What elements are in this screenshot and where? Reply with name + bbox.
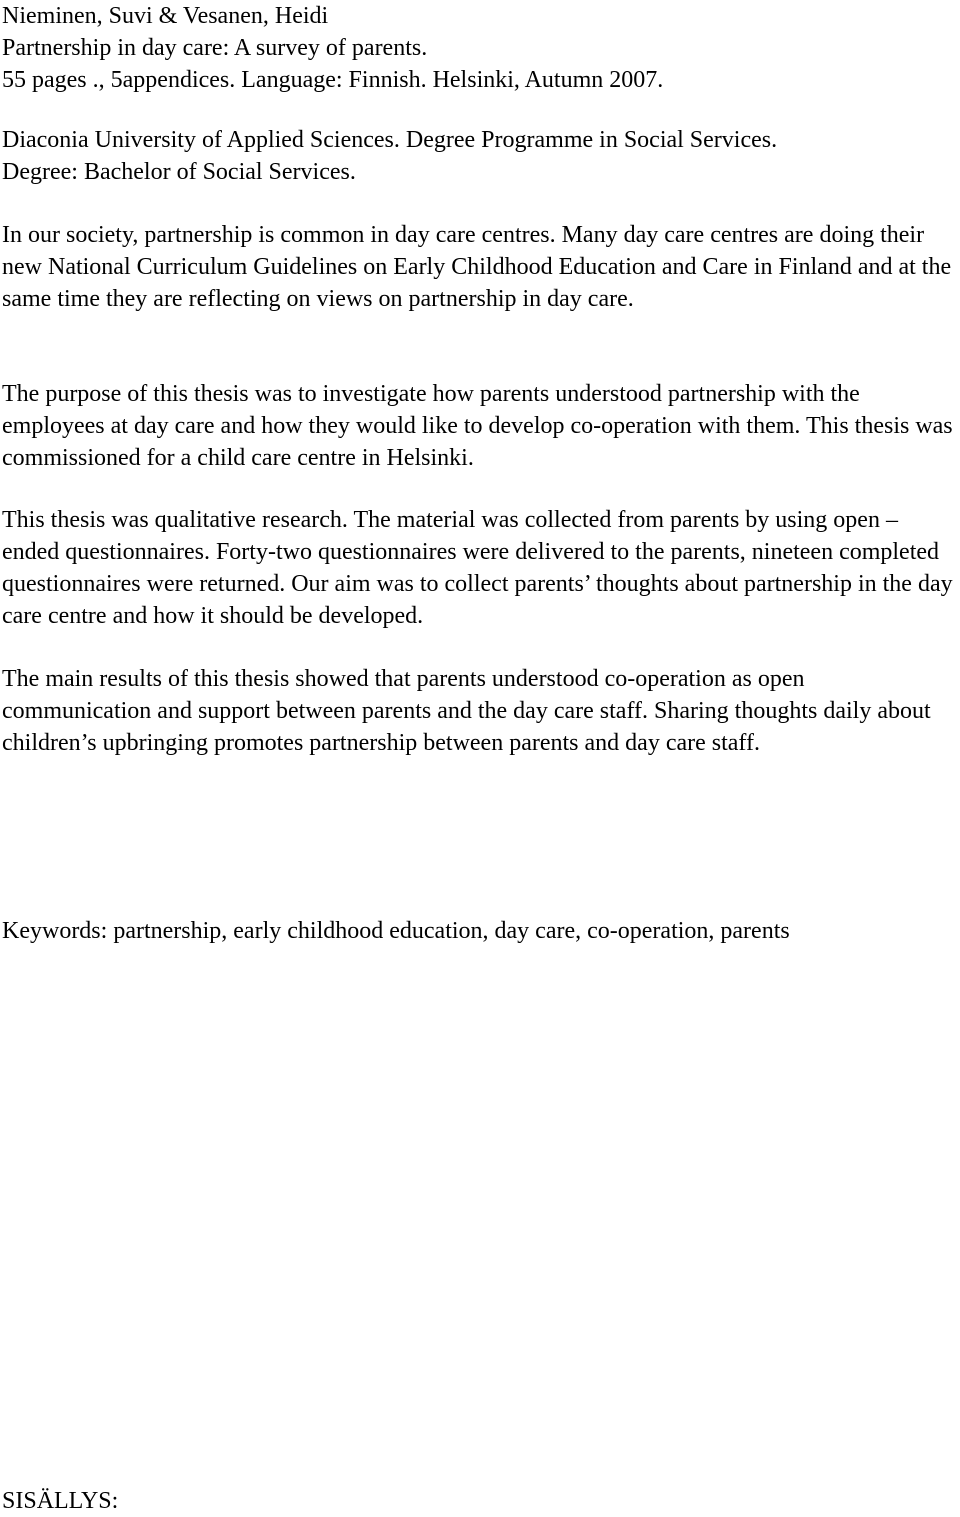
bibliographic-header: [2, 0, 958, 96]
abstract-paragraph-3: This thesis was qualitative research. The material was collected from parents by using open – ended questionnaires. Forty-two questionnaires were delivered to the parents, nineteen completed questionnaires were returned. Our aim was to collect parents’ thoughts about partnership in the day care centre and how it should be developed.: [2, 507, 953, 629]
institution-line: Diaconia University of Applied Sciences. Degree Programme in Social Services.: [2, 127, 778, 153]
abstract-paragraph-2: The purpose of this thesis was to investigate how parents understood partnership with the employees at day care and how they would like to develop co-operation with them. This thesis was commissioned for a child care centre in Helsinki.: [2, 381, 953, 471]
degree-line: Degree: Bachelor of Social Services.: [2, 159, 356, 185]
keywords: Keywords: partnership, early childhood education, day care, co-operation, parents: [2, 918, 790, 944]
abstract-paragraph-4: The main results of this thesis showed that parents understood co-operation as open communication and support between parents and the day care staff. Sharing thoughts daily about children’s upbringing promotes partnership between parents and day care staff.: [2, 666, 931, 756]
table-of-contents-heading: SISÄLLYS:: [2, 1488, 119, 1514]
thesis-title: Partnership in day care: A survey of parents.: [2, 35, 428, 61]
abstract-paragraph-1: In our society, partnership is common in day care centres. Many day care centres are doing their new National Curriculum Guidelines on Early Childhood Education and Care in Finland and at the same time they are reflecting on views on partnership in day care.: [2, 222, 952, 312]
authors: Nieminen, Suvi & Vesanen, Heidi: [2, 3, 329, 29]
thesis-details: 55 pages ., 5appendices. Language: Finnish. Helsinki, Autumn 2007.: [2, 67, 664, 93]
institution-info: [2, 124, 958, 188]
